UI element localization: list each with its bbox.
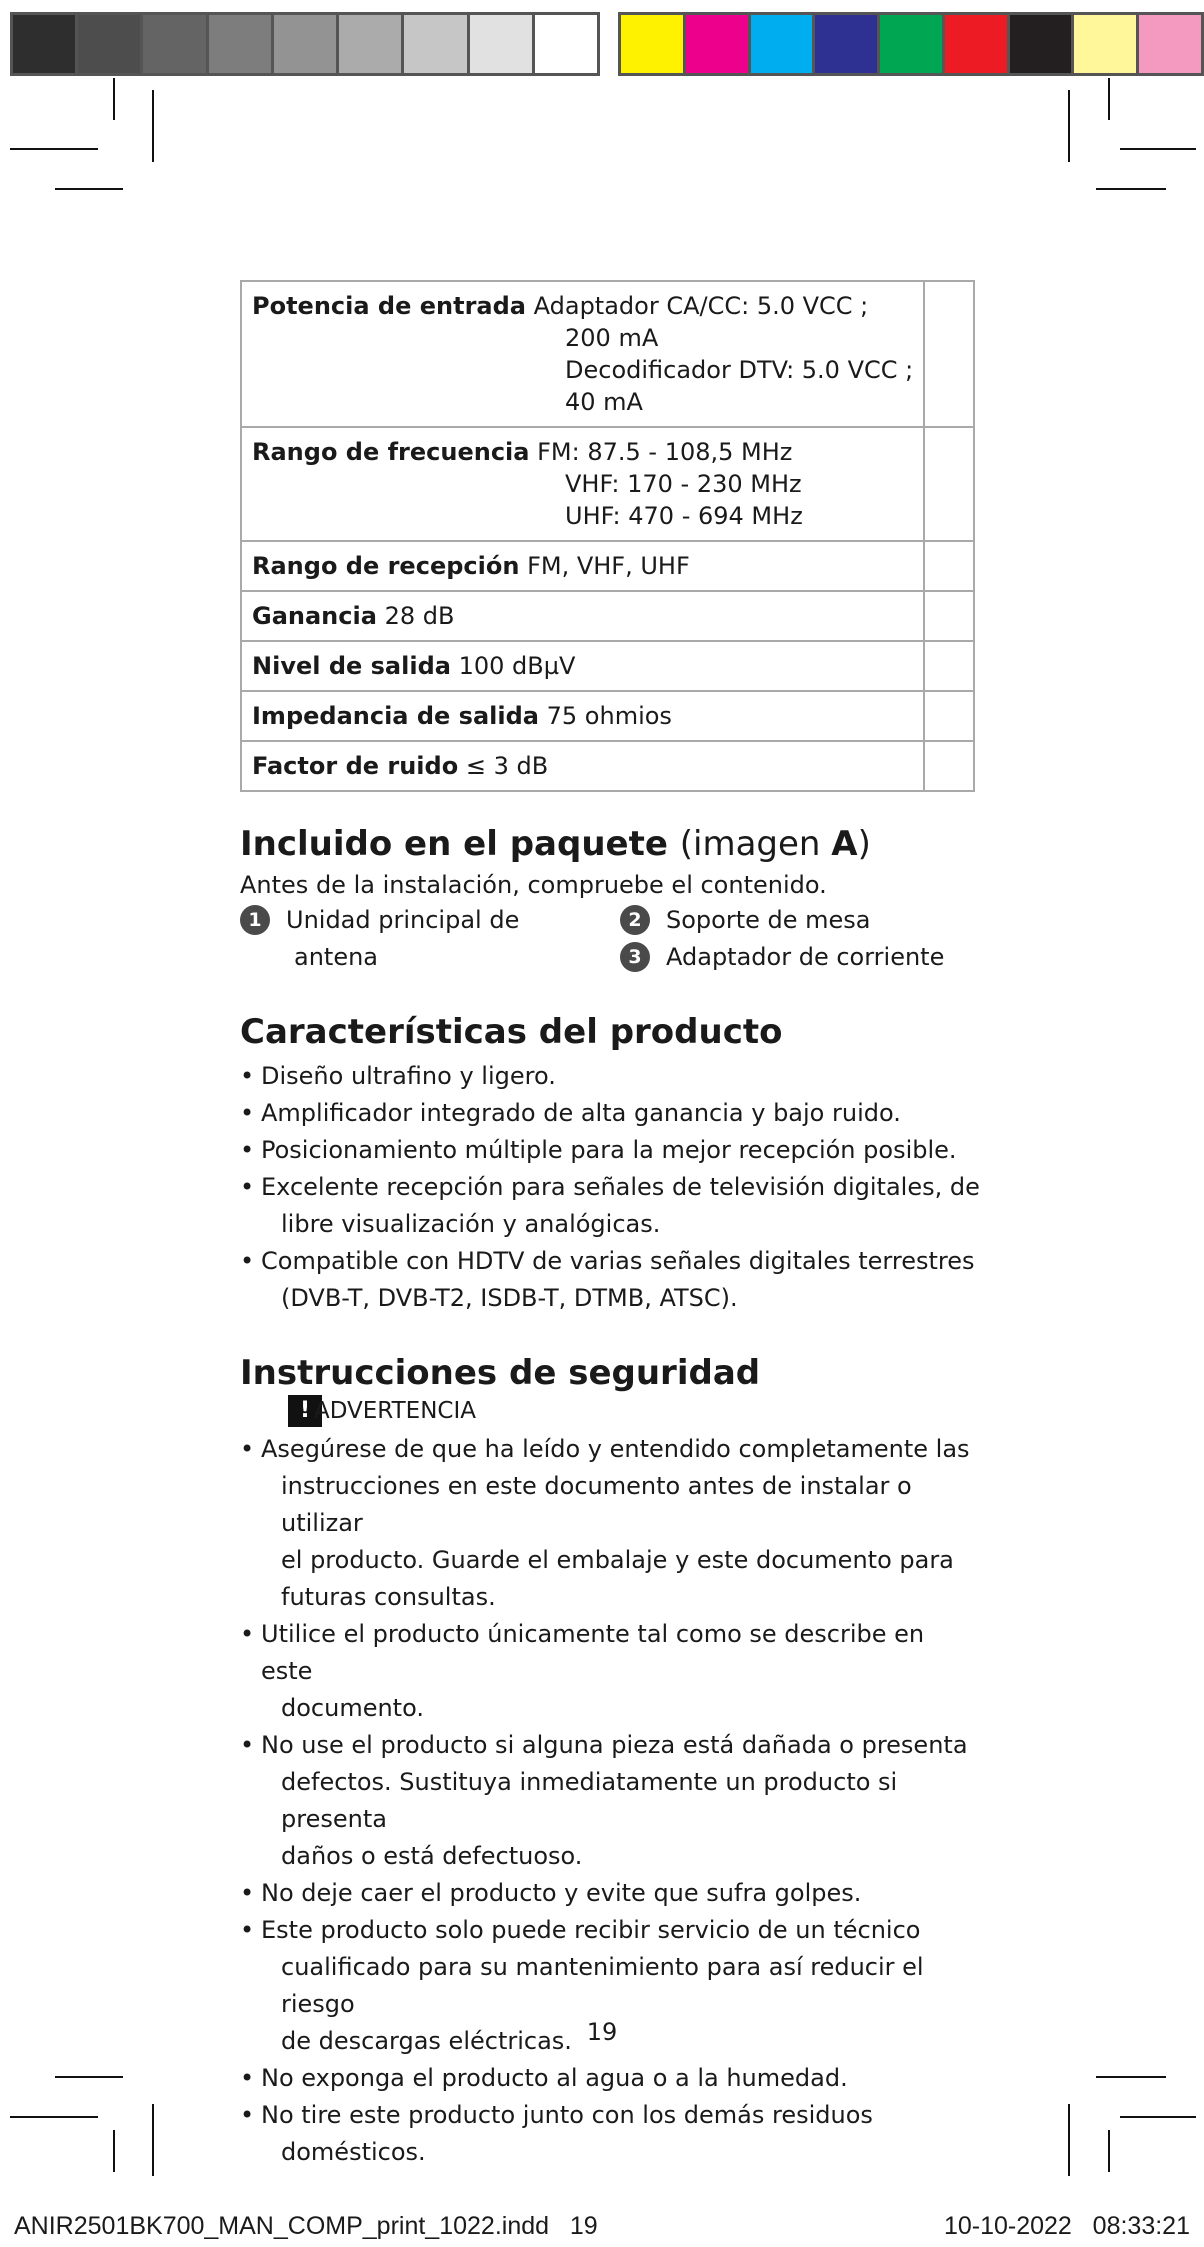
bullet-item [240,1169,980,1243]
bullet-line: cualificado para su mantenimiento para así reducir el riesgo [281,1953,924,2018]
bullet-item [240,1058,980,1095]
crop-mark [152,2104,154,2176]
spec-value-continued: UHF: 470 - 694 MHz [565,502,803,530]
bullet-line: daños o está defectuoso. [281,1842,583,1870]
spec-value: FM, VHF, UHF [527,552,690,580]
spec-label: Potencia de entrada [252,292,526,320]
spec-first-line [252,290,913,322]
bullet-line: libre visualización y analógicas. [281,1210,661,1238]
features-list [240,1058,980,1317]
spec-row [241,741,974,791]
package-item-line: Adaptador de corriente [666,943,945,971]
spec-value-continued: 200 mA [565,324,659,352]
spec-first-line [252,600,913,632]
package-column-right [620,902,980,976]
color-swatch [1139,15,1201,73]
color-swatch [945,15,1010,73]
package-heading-bold: Incluido en el paquete [240,824,668,864]
spec-value: Adaptador CA/CC: 5.0 VCC ; [533,292,869,320]
print-slug [14,2212,1190,2241]
item-number-badge: 3 [620,942,650,972]
bullet-item [240,1132,980,1169]
bullet-line: documento. [281,1694,424,1722]
warning-triangle-icon: ! [288,1395,322,1427]
spec-value: 100 dBµV [458,652,576,680]
package-item-line: Unidad principal de [286,906,520,934]
spec-value: FM: 87.5 - 108,5 MHz [537,438,793,466]
spec-row [241,641,974,691]
package-ref-post: ) [857,824,871,864]
package-item [620,939,980,976]
page-content [240,280,980,2171]
bullet-item [240,2097,980,2171]
bullet-line: • No tire este producto junto con los demás residuos [261,2101,873,2129]
crop-mark [10,148,98,150]
color-calibration-bar [618,12,1204,76]
gray-swatch [404,15,469,73]
package-ref-letter: A [831,824,858,864]
bullet-line: • Diseño ultrafino y ligero. [261,1062,556,1090]
spec-label: Factor de ruido [252,752,459,780]
gray-swatch [13,15,78,73]
color-swatch [621,15,686,73]
package-column-left [240,902,620,976]
spec-value-continued: 40 mA [565,388,643,416]
package-item [620,902,980,939]
crop-mark [152,90,154,162]
spec-first-line [252,700,913,732]
spec-first-line [252,750,913,782]
spec-first-line [252,550,913,582]
warning-label [288,1395,980,1427]
bullet-line: futuras consultas. [281,1583,496,1611]
crop-mark [1108,78,1110,120]
crop-mark [1068,90,1070,162]
spec-value: 28 dB [384,602,455,630]
package-item-line: antena [294,943,379,971]
crop-mark [1108,2130,1110,2172]
warning-text: ADVERTENCIA [314,1398,476,1424]
spec-label: Ganancia [252,602,377,630]
color-swatch [686,15,751,73]
bullet-line: • Posicionamiento múltiple para la mejor recepción posible. [261,1136,957,1164]
features-heading: Características del producto [240,1012,783,1052]
grayscale-calibration-bar [10,12,600,76]
safety-section [240,1351,980,2171]
package-intro: Antes de la instalación, compruebe el contenido. [240,871,827,899]
spec-row [241,541,974,591]
bullet-line: • Utilice el producto únicamente tal como se describe en este [261,1620,925,1685]
package-item [240,902,620,976]
slug-file: ANIR2501BK700_MAN_COMP_print_1022.indd 19 [14,2212,598,2240]
bullet-item [240,1431,980,1616]
bullet-item [240,1243,980,1317]
bullet-line: domésticos. [281,2138,426,2166]
package-section [240,822,980,976]
bullet-line: • Asegúrese de que ha leído y entendido completamente las [261,1435,970,1463]
package-items [240,902,980,976]
bullet-line: defectos. Sustituya inmediatamente un producto si presenta [281,1768,898,1833]
spec-value-continued: VHF: 170 - 230 MHz [565,470,802,498]
bullet-line: • No use el producto si alguna pieza está dañada o presenta [261,1731,968,1759]
color-swatch [815,15,880,73]
crop-mark [1120,2116,1196,2118]
crop-mark [1096,188,1166,190]
color-swatch [880,15,945,73]
spec-label: Rango de recepción [252,552,520,580]
bullet-item [240,1875,980,1912]
bullet-item [240,1095,980,1132]
bullet-line: • No exponga el producto al agua o a la humedad. [261,2064,848,2092]
crop-mark [113,2130,115,2172]
spec-first-line [252,436,913,468]
package-heading [240,822,980,866]
safety-list [240,1431,980,2171]
bullet-item [240,1727,980,1875]
features-section [240,1010,980,1317]
gray-swatch [78,15,143,73]
package-item-line: Soporte de mesa [666,906,871,934]
gray-swatch [339,15,404,73]
slug-timestamp: 10-10-2022 08:33:21 [943,2212,1190,2240]
bullet-line: de descargas eléctricas. [281,2027,572,2055]
spec-row [241,281,974,427]
spec-label: Rango de frecuencia [252,438,530,466]
bullet-item [240,2060,980,2097]
specs-table [240,280,975,792]
bullet-item [240,1616,980,1727]
color-swatch [1010,15,1075,73]
gray-swatch [143,15,208,73]
bullet-line: • No deje caer el producto y evite que sufra golpes. [261,1879,862,1907]
bullet-line: • Compatible con HDTV de varias señales digitales terrestres [261,1247,975,1275]
spec-label: Impedancia de salida [252,702,539,730]
color-swatch [751,15,816,73]
spec-row [241,427,974,541]
spec-first-line [252,650,913,682]
crop-mark [1120,148,1196,150]
bullet-line: instrucciones en este documento antes de instalar o utilizar [281,1472,912,1537]
spec-value: 75 ohmios [546,702,672,730]
spec-label: Nivel de salida [252,652,451,680]
bullet-line: (DVB-T, DVB-T2, ISDB-T, DTMB, ATSC). [281,1284,738,1312]
gray-swatch [274,15,339,73]
crop-mark [55,2076,123,2078]
gray-swatch [209,15,274,73]
crop-mark [10,2116,98,2118]
item-number-badge: 2 [620,905,650,935]
crop-mark [55,188,123,190]
crop-mark [1068,2104,1070,2176]
item-number-badge: 1 [240,905,270,935]
package-heading-ref [680,824,871,864]
package-item-text [286,902,620,976]
bullet-line: el producto. Guarde el embalaje y este documento para [281,1546,954,1574]
spec-row [241,591,974,641]
gray-swatch [535,15,597,73]
bullet-line: • Este producto solo puede recibir servicio de un técnico [261,1916,921,1944]
crop-mark [1096,2076,1166,2078]
spec-row [241,691,974,741]
spec-value: ≤ 3 dB [465,752,549,780]
bullet-line: • Amplificador integrado de alta ganancia y bajo ruido. [261,1099,901,1127]
spec-value-continued: Decodificador DTV: 5.0 VCC ; [565,356,914,384]
package-ref-pre: (imagen [679,824,832,864]
gray-swatch [470,15,535,73]
crop-mark [113,78,115,120]
page-number: 19 [586,2018,618,2046]
color-swatch [1074,15,1139,73]
safety-heading: Instrucciones de seguridad [240,1353,761,1393]
bullet-line: • Excelente recepción para señales de televisión digitales, de [261,1173,980,1201]
